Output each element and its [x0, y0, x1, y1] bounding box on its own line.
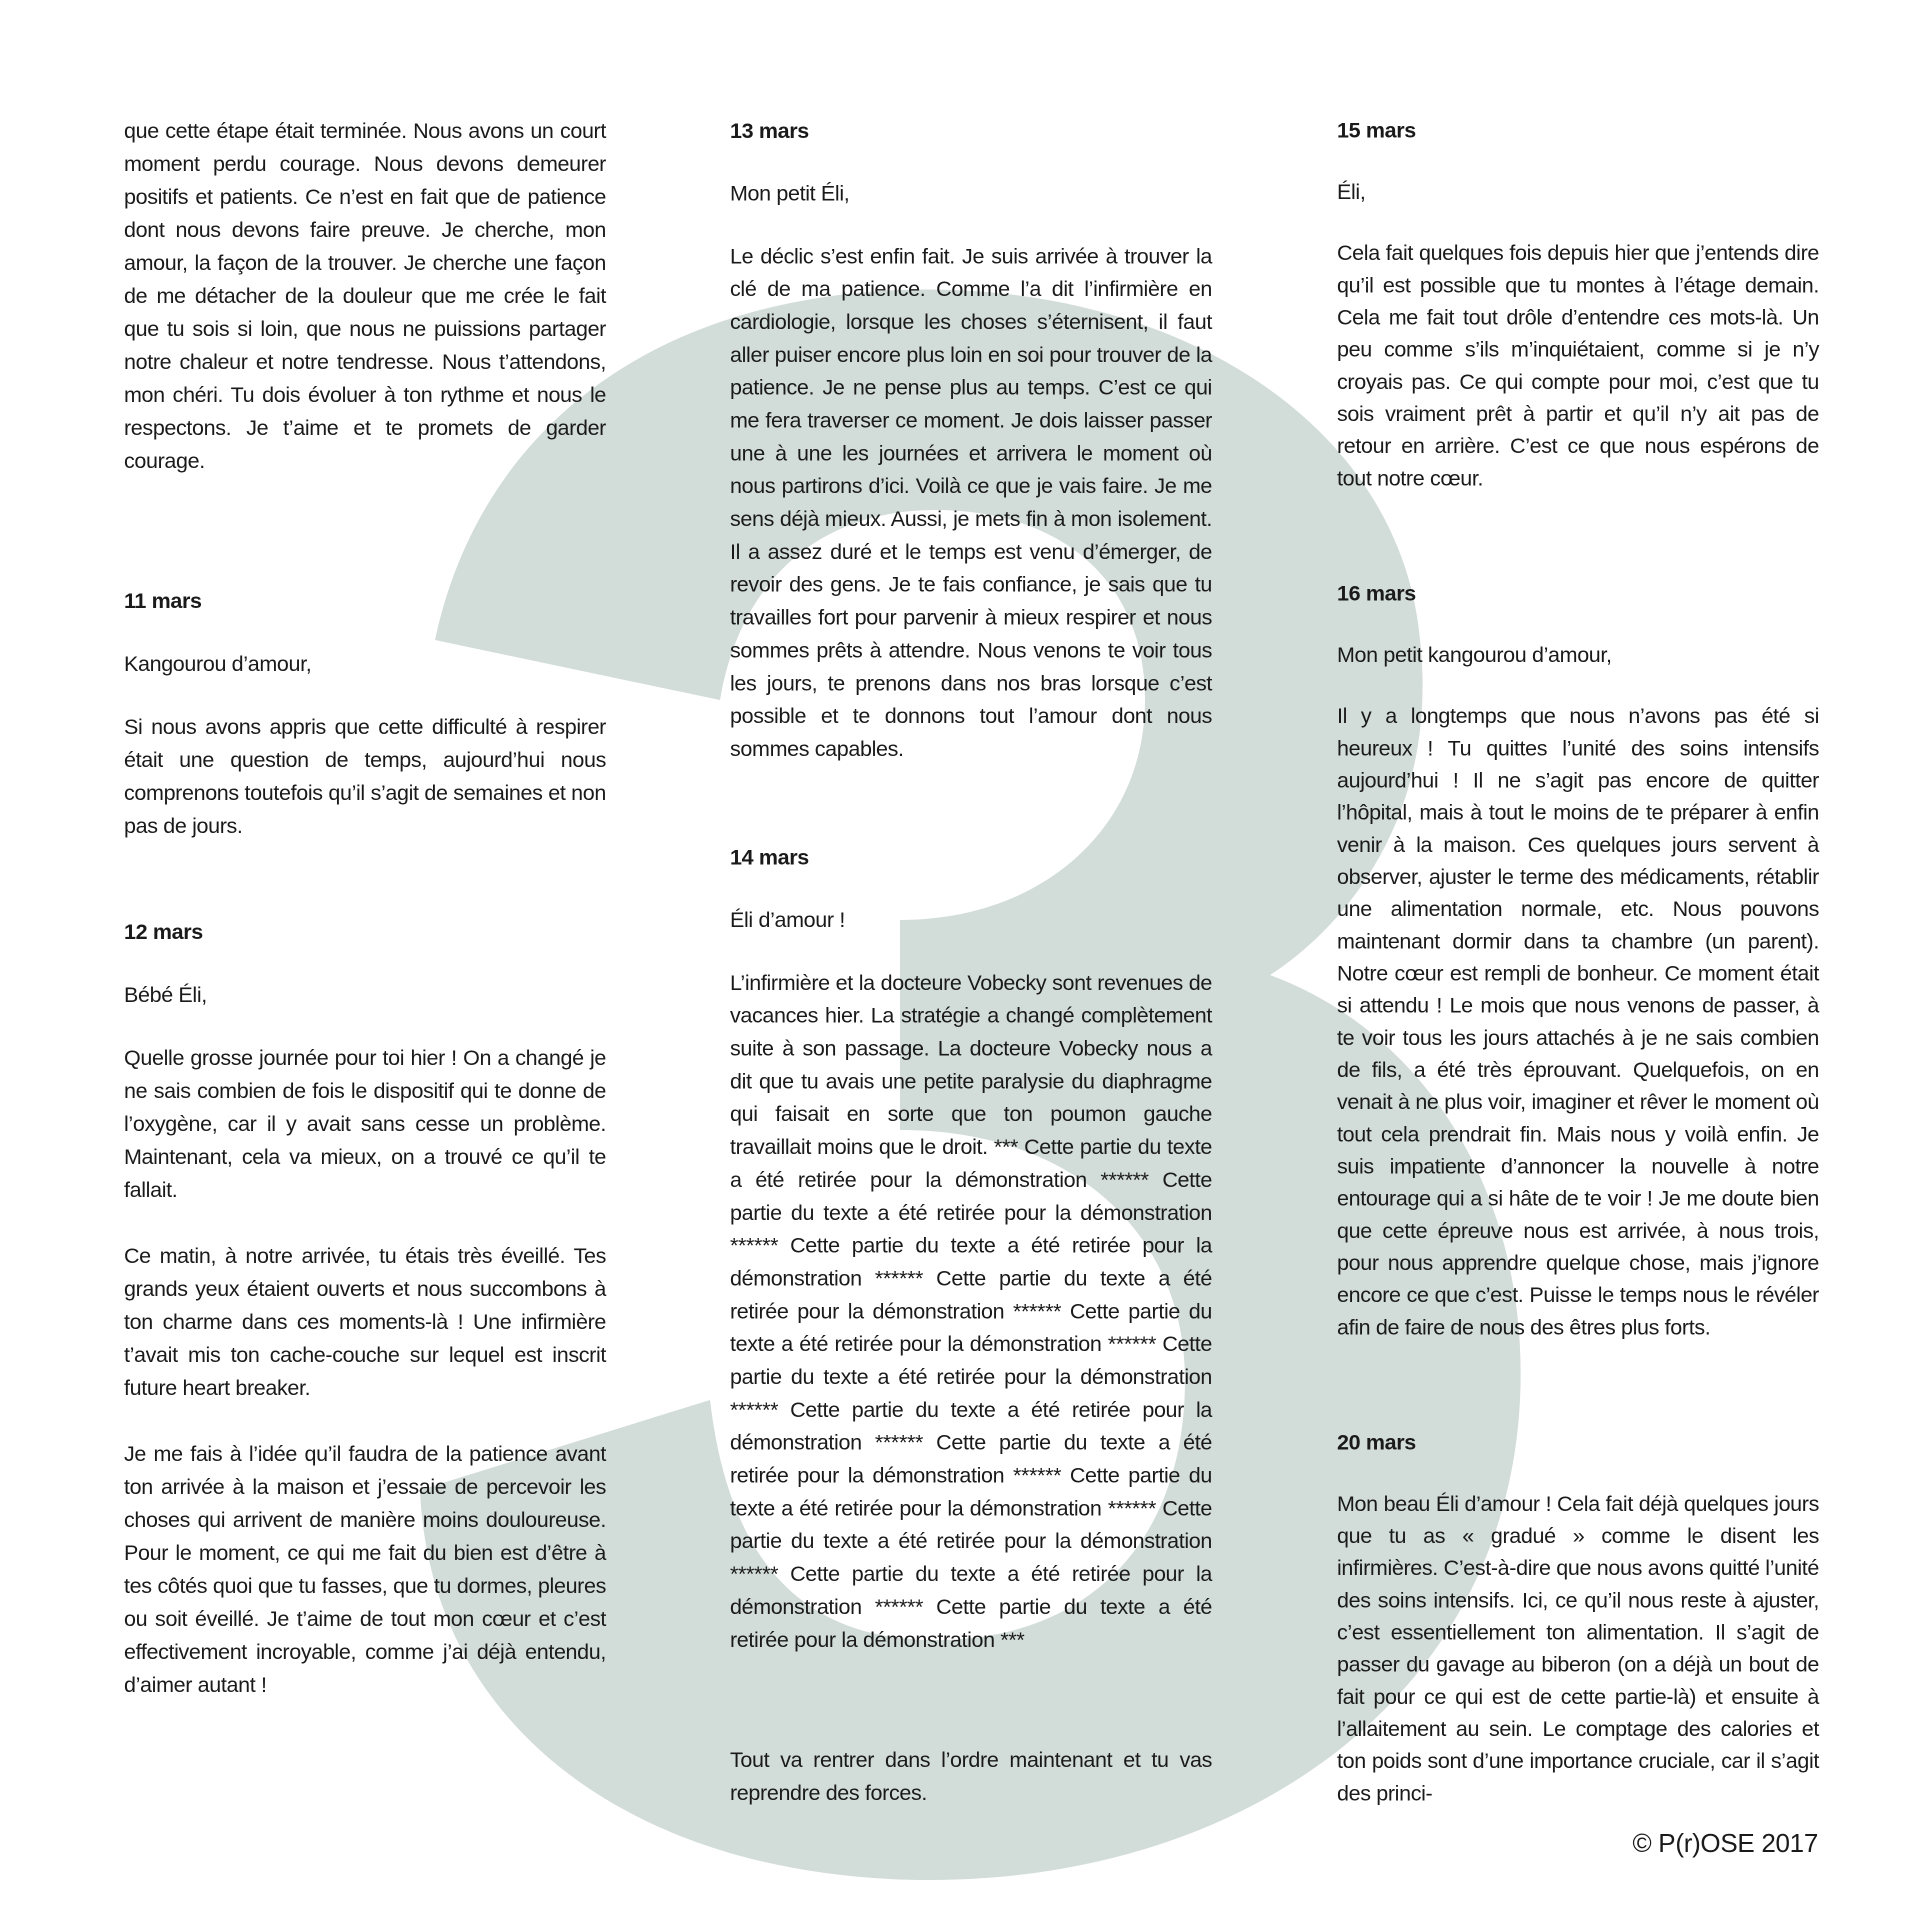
entry-paragraph: L’infirmière et la docteure Vobecky sont revenues de vacances hier. La stratégie a changé complètement suite à son passage. La docteure Vobecky nous a dit que tu avais une petite paralysie du diaphragme qui faisait en sorte que ton poumon gauche travaillait moins que le droit. *** Cette partie du texte a été retirée pour la démonstration ****** Cette partie du texte a été retirée pour la démonstration ****** Cette partie du texte a été retirée pour la démonstration ****** Cette partie du texte a été retirée pour la démonstration ****** Cette partie du texte a été retirée pour la démonstration ****** Cette partie du texte a été retirée pour la démonstration ****** Cette partie du texte a été retirée pour la démonstration ****** Cette partie du texte a été retirée pour la démonstration ****** Cette partie du texte a été retirée pour la démonstration ****** Cette partie du texte a été retirée pour la démonstration ****** Cette partie du texte a été retirée pour la démonstration ****** Cette partie du texte a été retirée pour la démonstration *** [730, 970, 1212, 1652]
entry-salutation: Mon petit Éli, [730, 181, 850, 206]
entry-date: 12 mars [124, 920, 203, 944]
column-middle [730, 115, 1212, 1810]
entry-salutation: Éli, [1337, 180, 1366, 204]
entry-12-mars [124, 916, 606, 1702]
entry-paragraph: Le déclic s’est enfin fait. Je suis arrivée à trouver la clé de ma patience. Comme l’a dit l’infirmière en cardiologie, lorsque les choses s’éternisent, il faut aller puiser encore plus loin en soi pour trouver de la patience. Je ne pense plus au temps. C’est ce qui me fera traverser ce moment. Je dois laisser passer une à une les journées et arrivera le moment où nous partirons d’ici. Voilà ce que je vais faire. Je me sens déjà mieux. Aussi, je mets fin à mon isolement. Il a assez duré et le temps est venu d’émerger, de revoir des gens. Je te fais confiance, je sais que tu travailles fort pour parvenir à mieux respirer et nous sommes prêts à attendre. Nous venons te voir tous les jours, te prenons dans nos bras lorsque c’est possible et te donnons tout l’amour dont nous sommes capables. [730, 244, 1212, 761]
entry-16-mars [1337, 578, 1819, 1344]
entry-date: 13 mars [730, 118, 809, 143]
entry-15-mars [1337, 115, 1819, 495]
entry-11-mars [124, 585, 606, 843]
entry-date: 20 mars [1337, 1430, 1416, 1455]
entry-date: 15 mars [1337, 118, 1416, 143]
entry-paragraph: Il y a longtemps que nous n’avons pas été si heureux ! Tu quittes l’unité des soins intensifs aujourd’hui ! Il ne s’agit pas encore de quitter l’hôpital, mais à tout le moins de te préparer à enfin venir à la maison. Ces quelques jours servent à observer, ajuster le terme des médicaments, rétablir une alimentation normale, etc. Nous pouvons maintenant dormir dans ta chambre (un parent). Notre cœur est rempli de bonheur. Ce moment était si attendu ! Le mois que nous venons de passer, à te voir tous les jours attachés à je ne sais combien de fils, a été très éprouvant. Quelquefois, on en venait à ne plus voir, imaginer et rêver le moment où tout cela prendrait fin. Mais nous y voilà enfin. Je suis impatiente d’annoncer la nouvelle à notre entourage qui a si hâte de te voir ! Je me doute bien que cette épreuve nous est arrivée, à nous trois, pour nous apprendre quelque chose, mais j’ignore encore ce que c’est. Puisse le temps nous le révéler afin de faire de nous des êtres plus forts. [1337, 704, 1819, 1340]
entry-14-mars [730, 842, 1212, 1810]
entry-13-mars [730, 115, 1212, 766]
column-right [1337, 115, 1819, 1810]
entry-salutation: Mon petit kangourou d’amour, [1337, 643, 1612, 667]
entry-salutation: Éli d’amour ! [730, 908, 845, 933]
entry-paragraph: Tout va rentrer dans l’ordre maintenant et tu vas reprendre des forces. [730, 1748, 1212, 1806]
entry-date: 16 mars [1337, 581, 1416, 606]
entry-salutation: Kangourou d’amour, [124, 652, 312, 676]
entry-paragraph: Mon beau Éli d’amour ! Cela fait déjà quelques jours que tu as « gradué » comme le disent les infirmières. C’est-à-dire que nous avons quitté l’unité des soins intensifs. Ici, ce qu’il nous reste à ajuster, c’est essentiellement ton alimentation. Il s’agit de passer du gavage au biberon (on a déjà un bout de fait pour ce qui est de cette partie-là) et ensuite à l’allaitement au sein. Le comptage des calories et ton poids sont d’une importance cruciale, car il s’agit des princi- [1337, 1492, 1819, 1806]
entry-continuation [124, 115, 606, 478]
entry-salutation: Bébé Éli, [124, 983, 207, 1007]
entry-paragraph: Cela fait quelques fois depuis hier que j’entends dire qu’il est possible que tu montes à l’étage demain. Cela me fait tout drôle d’entendre ces mots-là. Un peu comme s’ils m’inquiétaient, comme si je n’y croyais pas. Ce qui compte pour moi, c’est que tu sois vraiment prêt à partir et qu’il n’y ait pas de retour en arrière. C’est ce que nous espérons de tout notre cœur. [1337, 241, 1819, 491]
column-left [124, 115, 606, 1702]
copyright-notice: © P(r)OSE 2017 [1632, 1828, 1818, 1858]
entry-paragraph: que cette étape était terminée. Nous avons un court moment perdu courage. Nous devons demeurer positifs et patients. Ce n’est en fait que de patience dont nous devons faire preuve. Je cherche, mon amour, la façon de la trouver. Je cherche une façon de me détacher de la douleur que me crée le fait que tu sois si loin, que nous ne puissions partager notre chaleur et notre tendresse. Nous t’attendons, mon chéri. Tu dois évoluer à ton rythme et nous le respectons. Je t’aime et te promets de garder courage. [124, 119, 606, 473]
entry-date: 11 mars [124, 589, 202, 613]
entry-paragraph: Si nous avons appris que cette difficulté à respirer était une question de temps, aujourd’hui nous comprenons toutefois qu’il s’agit de semaines et non pas de jours. [124, 715, 606, 838]
entry-paragraph: Ce matin, à notre arrivée, tu étais très éveillé. Tes grands yeux étaient ouverts et nous succombons à ton charme dans ces moments-là ! Une infirmière t’avait mis ton cache-couche sur lequel est inscrit future heart breaker. [124, 1244, 606, 1400]
entry-date: 14 mars [730, 845, 809, 870]
entry-paragraph: Quelle grosse journée pour toi hier ! On a changé je ne sais combien de fois le dispositif qui te donne de l’oxygène, car il y avait sans cesse un problème. Maintenant, cela va mieux, on a trouvé ce qu’il te fallait. [124, 1046, 606, 1202]
entry-paragraph: Je me fais à l’idée qu’il faudra de la patience avant ton arrivée à la maison et j’essaie de percevoir les choses qui arrivent de manière moins douloureuse. Pour le moment, ce qui me fait du bien est d’être à tes côtés quoi que tu fasses, que tu dormes, pleures ou soit éveillé. Je t’aime de tout mon cœur et c’est effectivement incroyable, comme j’ai déjà entendu, d’aimer autant ! [124, 1442, 606, 1697]
entry-20-mars [1337, 1427, 1819, 1810]
